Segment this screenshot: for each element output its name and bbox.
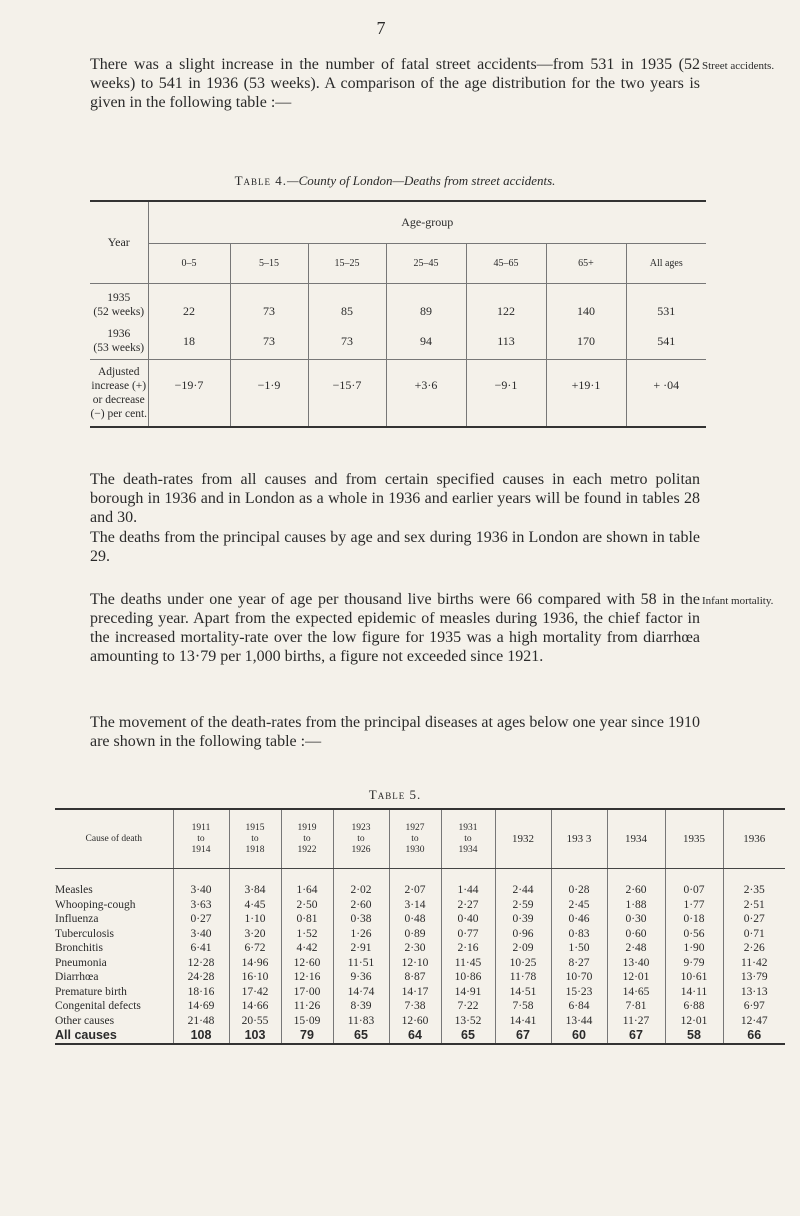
table-row xyxy=(55,912,785,927)
page-number: 7 xyxy=(376,18,386,38)
table-cell: 3·14 xyxy=(389,898,441,913)
table-cell: −1·9 xyxy=(230,359,308,427)
cause-label: Diarrhœa xyxy=(55,971,99,983)
table-cell: 65 xyxy=(441,1028,495,1044)
table-cell: 0·89 xyxy=(389,927,441,942)
table-row xyxy=(90,327,706,359)
table-cell: 2·48 xyxy=(607,941,665,956)
table-cell: 0·48 xyxy=(389,912,441,927)
table-cell: 3·84 xyxy=(229,869,281,898)
table-cell: 2·26 xyxy=(723,941,785,956)
cause-label: All causes xyxy=(55,1028,173,1044)
table-row xyxy=(55,941,785,956)
table-cell: 0·56 xyxy=(665,927,723,942)
table-cell: 66 xyxy=(723,1028,785,1044)
table-cell: 94 xyxy=(386,327,466,359)
cause-label: Premature birth xyxy=(55,985,127,998)
table-cell: 2·60 xyxy=(607,869,665,898)
table-cell: 140 xyxy=(546,283,626,327)
cause-header: Cause of death xyxy=(55,809,173,869)
table-cell: 73 xyxy=(230,283,308,327)
column-header: 193 3 xyxy=(551,809,607,869)
paragraph-infant-mortality: The deaths under one year of age per thousand live births were 66 compared with 58 in the preceding year. Apart from the expected epidemic of measles during 1936, the chief factor in the increased mortality-rate over the low figure for 1935 was a high mortality from diarrhœa amounting to 13·79 per 1,000 births, a figure not exceeded since 1921. xyxy=(90,591,700,665)
table-cell: 10·86 xyxy=(441,970,495,985)
table-cell: 20·55 xyxy=(229,1014,281,1029)
margin-note-street-accidents: Street accidents. xyxy=(702,60,775,72)
table-5-body xyxy=(55,869,785,1044)
cause-label: Tuberculosis xyxy=(55,927,114,940)
table-cell: 6·97 xyxy=(723,999,785,1014)
table-cell: 0·46 xyxy=(551,912,607,927)
row-label: 1936 (53 weeks) xyxy=(90,327,148,359)
table-cell: 18 xyxy=(148,327,230,359)
table-cell: 0·77 xyxy=(441,927,495,942)
table-cell: 10·61 xyxy=(665,970,723,985)
table-cell: 541 xyxy=(626,327,706,359)
table-cell: 2·09 xyxy=(495,941,551,956)
table-cell: 3·20 xyxy=(229,927,281,942)
table-cell: 1·88 xyxy=(607,898,665,913)
column-header: 1932 xyxy=(495,809,551,869)
paragraph-death-rates: The death-rates from all causes and from certain specified causes in each metro politan borough in 1936 and in London as a whole in 1936 and earlier years will be found in tables 28 and 30. xyxy=(90,471,700,526)
table-cell: 0·27 xyxy=(723,912,785,927)
table-cell: 0·07 xyxy=(665,869,723,898)
table-cell: 0·60 xyxy=(607,927,665,942)
table-cell: 79 xyxy=(281,1028,333,1044)
table-cell: 73 xyxy=(308,327,386,359)
column-header: 1919 to 1922 xyxy=(281,809,333,869)
table-cell: 0·71 xyxy=(723,927,785,942)
table-row xyxy=(55,999,785,1014)
table-4-caption: —County of London—Deaths from street accidents. xyxy=(287,173,556,188)
table-cell: 170 xyxy=(546,327,626,359)
cause-label: Influenza xyxy=(55,913,99,925)
table-cell: 1·50 xyxy=(551,941,607,956)
paragraph-street-accidents: There was a slight increase in the number of fatal street accidents—from 531 in 1935 (52 weeks) to 541 in 1936 (53 weeks). A comparison of the age distribution for the two years is given in the following table :— xyxy=(90,56,700,111)
table-cell: 2·50 xyxy=(281,898,333,913)
table-cell: 531 xyxy=(626,283,706,327)
table-row xyxy=(55,898,785,913)
table-cell: 2·44 xyxy=(495,869,551,898)
table-cell: 6·88 xyxy=(665,999,723,1014)
table-cell: 0·38 xyxy=(333,912,389,927)
table-cell: 7·38 xyxy=(389,999,441,1014)
row-label: 1935 (52 weeks) xyxy=(93,292,145,319)
table-cell: 0·83 xyxy=(551,927,607,942)
table-cell: 22 xyxy=(148,283,230,327)
table-4-label: Table 4. xyxy=(234,173,288,188)
paragraph-movement: The movement of the death-rates from the principal diseases at ages below one year since 1910 are shown in the following table :— xyxy=(90,714,700,750)
table-cell: 0·39 xyxy=(495,912,551,927)
table-cell: 8·39 xyxy=(333,999,389,1014)
table-cell: 2·07 xyxy=(389,869,441,898)
column-header: 45–65 xyxy=(466,243,546,283)
table-row xyxy=(55,985,785,1000)
table-row xyxy=(55,869,785,898)
table-cell: 10·25 xyxy=(495,956,551,971)
table-cell: 18·16 xyxy=(173,985,229,1000)
table-cell: −19·7 xyxy=(148,359,230,427)
table-cell: 13·40 xyxy=(607,956,665,971)
table-cell: 1·77 xyxy=(665,898,723,913)
table-cell: 4·45 xyxy=(229,898,281,913)
table-cell: 11·42 xyxy=(723,956,785,971)
table-5-infant-deaths xyxy=(55,808,785,1045)
table-cell: 13·52 xyxy=(441,1014,495,1029)
column-header: 25–45 xyxy=(386,243,466,283)
table-cell: 1·44 xyxy=(441,869,495,898)
table-cell: 2·16 xyxy=(441,941,495,956)
table-cell: 10·70 xyxy=(551,970,607,985)
table-cell: 0·27 xyxy=(173,912,229,927)
table-cell: 113 xyxy=(466,327,546,359)
table-4-title xyxy=(90,173,700,189)
table-cell: 1·64 xyxy=(281,869,333,898)
age-group-header: Age-group xyxy=(148,201,706,243)
table-cell: −15·7 xyxy=(308,359,386,427)
table-cell: 6·41 xyxy=(173,941,229,956)
table-row xyxy=(55,1014,785,1029)
table-cell: 89 xyxy=(386,283,466,327)
cause-label: Congenital defects xyxy=(55,1000,141,1012)
table-cell: 14·66 xyxy=(229,999,281,1014)
column-header: 1936 xyxy=(723,809,785,869)
table-cell: 14·65 xyxy=(607,985,665,1000)
table-cell: 1·26 xyxy=(333,927,389,942)
table-cell: 12·28 xyxy=(173,956,229,971)
table-cell: 2·30 xyxy=(389,941,441,956)
table-cell: 0·81 xyxy=(281,912,333,927)
table-cell: +3·6 xyxy=(386,359,466,427)
table-cell: 2·91 xyxy=(333,941,389,956)
table-cell: 7·22 xyxy=(441,999,495,1014)
table-cell: −9·1 xyxy=(466,359,546,427)
table-cell: 12·60 xyxy=(389,1014,441,1029)
column-header: 15–25 xyxy=(308,243,386,283)
table-cell: 3·40 xyxy=(173,927,229,942)
table-cell: 2·60 xyxy=(333,898,389,913)
year-header: Year xyxy=(90,201,148,283)
table-cell: 21·48 xyxy=(173,1014,229,1029)
table-cell: 60 xyxy=(551,1028,607,1044)
table-cell: 14·69 xyxy=(173,999,229,1014)
table-cell: 8·87 xyxy=(389,970,441,985)
table-cell: 65 xyxy=(333,1028,389,1044)
table-cell: 14·17 xyxy=(389,985,441,1000)
table-row xyxy=(90,283,706,327)
row-label-adjusted: Adjusted increase (+) or decrease (−) per cent. xyxy=(90,359,148,427)
table-cell: 11·83 xyxy=(333,1014,389,1029)
table-row-adjusted xyxy=(90,359,706,427)
table-cell: 13·44 xyxy=(551,1014,607,1029)
table-cell: 13·13 xyxy=(723,985,785,1000)
table-cell: 0·18 xyxy=(665,912,723,927)
table-cell: 15·09 xyxy=(281,1014,333,1029)
table-cell: 14·11 xyxy=(665,985,723,1000)
table-cell: 11·51 xyxy=(333,956,389,971)
cause-label: Pneumonia xyxy=(55,956,107,969)
table-cell: 14·74 xyxy=(333,985,389,1000)
column-header: 1931 to 1934 xyxy=(441,809,495,869)
table-cell: 9·36 xyxy=(333,970,389,985)
table-cell: 12·47 xyxy=(723,1014,785,1029)
table-cell: 6·72 xyxy=(229,941,281,956)
table-cell: 73 xyxy=(230,327,308,359)
table-cell: 3·40 xyxy=(173,869,229,898)
column-header: 1935 xyxy=(665,809,723,869)
table-cell: 17·00 xyxy=(281,985,333,1000)
table-cell: + ·04 xyxy=(626,359,706,427)
table-cell: 8·27 xyxy=(551,956,607,971)
table-cell: 13·79 xyxy=(723,970,785,985)
table-cell: 11·27 xyxy=(607,1014,665,1029)
table-cell: 67 xyxy=(607,1028,665,1044)
table-cell: 4·42 xyxy=(281,941,333,956)
table-cell: 3·63 xyxy=(173,898,229,913)
table-cell: 1·10 xyxy=(229,912,281,927)
table-cell: 2·02 xyxy=(333,869,389,898)
table-cell: 108 xyxy=(173,1028,229,1044)
table-cell: 12·01 xyxy=(665,1014,723,1029)
column-header: 5–15 xyxy=(230,243,308,283)
column-header: 1927 to 1930 xyxy=(389,809,441,869)
table-cell: 103 xyxy=(229,1028,281,1044)
column-header: 1911 to 1914 xyxy=(173,809,229,869)
table-cell: 2·27 xyxy=(441,898,495,913)
table-cell: 12·60 xyxy=(281,956,333,971)
table-5-title: Table 5. xyxy=(368,787,422,802)
table-row xyxy=(55,1028,785,1044)
paragraph-principal-causes: The deaths from the principal causes by age and sex during 1936 in London are shown in table 29. xyxy=(90,529,700,565)
table-row xyxy=(55,956,785,971)
table-cell: 14·51 xyxy=(495,985,551,1000)
table-cell: 17·42 xyxy=(229,985,281,1000)
cause-label: Other causes xyxy=(55,1014,115,1027)
table-cell: 11·45 xyxy=(441,956,495,971)
table-cell: 67 xyxy=(495,1028,551,1044)
table-cell: 122 xyxy=(466,283,546,327)
table-row xyxy=(55,927,785,942)
table-cell: 58 xyxy=(665,1028,723,1044)
margin-note-infant-mortality: Infant mortality. xyxy=(702,595,774,607)
table-cell: +19·1 xyxy=(546,359,626,427)
table-cell: 1·52 xyxy=(281,927,333,942)
column-header: 1934 xyxy=(607,809,665,869)
table-cell: 12·16 xyxy=(281,970,333,985)
table-cell: 0·30 xyxy=(607,912,665,927)
table-cell: 24·28 xyxy=(173,970,229,985)
cause-label: Bronchitis xyxy=(55,942,103,954)
table-cell: 6·84 xyxy=(551,999,607,1014)
table-4-street-accidents xyxy=(90,200,706,428)
table-cell: 12·01 xyxy=(607,970,665,985)
column-header: 65+ xyxy=(546,243,626,283)
table-cell: 16·10 xyxy=(229,970,281,985)
column-header: All ages xyxy=(626,243,706,283)
table-cell: 2·59 xyxy=(495,898,551,913)
table-cell: 85 xyxy=(308,283,386,327)
table-cell: 2·45 xyxy=(551,898,607,913)
cause-label: Whooping-cough xyxy=(55,898,136,911)
table-cell: 14·96 xyxy=(229,956,281,971)
table-cell: 0·96 xyxy=(495,927,551,942)
table-cell: 14·91 xyxy=(441,985,495,1000)
table-row xyxy=(55,970,785,985)
column-header: 0–5 xyxy=(148,243,230,283)
table-cell: 64 xyxy=(389,1028,441,1044)
cause-label: Measles xyxy=(55,884,93,896)
table-cell: 11·78 xyxy=(495,970,551,985)
table-cell: 7·81 xyxy=(607,999,665,1014)
column-header: 1915 to 1918 xyxy=(229,809,281,869)
table-cell: 0·40 xyxy=(441,912,495,927)
table-cell: 7·58 xyxy=(495,999,551,1014)
table-cell: 1·90 xyxy=(665,941,723,956)
column-header: 1923 to 1926 xyxy=(333,809,389,869)
table-cell: 0·28 xyxy=(551,869,607,898)
table-cell: 14·41 xyxy=(495,1014,551,1029)
table-cell: 11·26 xyxy=(281,999,333,1014)
table-cell: 2·35 xyxy=(723,869,785,898)
table-cell: 15·23 xyxy=(551,985,607,1000)
table-cell: 2·51 xyxy=(723,898,785,913)
table-cell: 12·10 xyxy=(389,956,441,971)
table-cell: 9·79 xyxy=(665,956,723,971)
